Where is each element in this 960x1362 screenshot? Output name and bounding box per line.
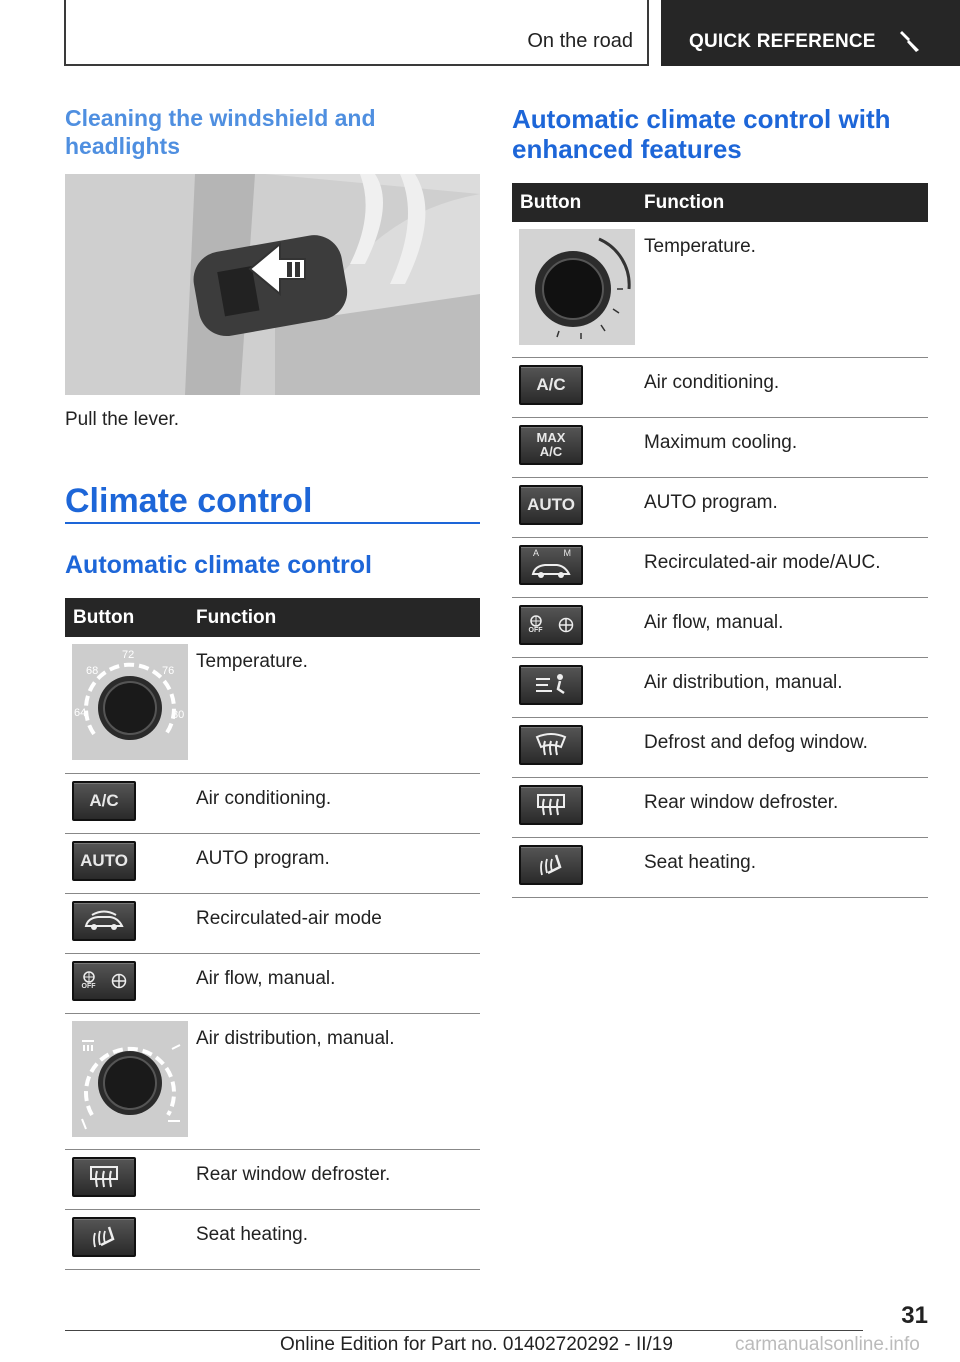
table-header [512, 183, 928, 222]
ac-button[interactable]: A/C [519, 365, 583, 405]
car-tool-icon [897, 28, 923, 54]
temperature-knob-icon[interactable] [72, 644, 188, 760]
function-text: Air distribution, manual. [636, 657, 928, 717]
function-text: Rear window defroster. [636, 777, 928, 837]
watermark: carmanualsonline.info [735, 1334, 920, 1355]
section-title-enhanced-climate: Automatic climate control with enhanced features [512, 104, 891, 164]
function-text: Seat heating. [188, 1209, 480, 1269]
table-row [512, 657, 928, 717]
recirculation-button[interactable] [72, 901, 136, 941]
rear-defrost-button[interactable] [519, 785, 583, 825]
windshield-lever-illustration [65, 174, 480, 395]
page-number: 31 [901, 1302, 928, 1329]
auto-button[interactable]: AUTO [519, 485, 583, 525]
max-ac-button[interactable] [519, 425, 583, 465]
svg-text:68: 68 [86, 665, 99, 677]
auto-button[interactable]: AUTO [72, 841, 136, 881]
lever-caption: Pull the lever. [65, 409, 180, 430]
table-row [512, 777, 928, 837]
air-flow-button[interactable] [519, 605, 583, 645]
ac-label: A/C [539, 443, 563, 459]
rear-defrost-icon [536, 793, 566, 817]
seat-heating-icon [91, 1225, 117, 1249]
table-row [512, 357, 928, 417]
table-row [65, 953, 480, 1013]
air-distribution-button[interactable] [519, 665, 583, 705]
svg-text:80: 80 [172, 709, 185, 721]
table-row [65, 1209, 480, 1269]
header-section-label: On the road [527, 30, 633, 52]
front-defrost-button[interactable] [519, 725, 583, 765]
col-function-header: Function [636, 183, 928, 222]
section-title-climate: Climate control [65, 482, 313, 520]
rear-defrost-button[interactable] [72, 1157, 136, 1197]
mode-a-label: A [533, 547, 540, 558]
function-text: AUTO program. [636, 477, 928, 537]
header-tab[interactable] [661, 0, 960, 66]
table-row [512, 417, 928, 477]
footer-rule [65, 1330, 863, 1331]
table-row [65, 637, 480, 773]
table-row [65, 1013, 480, 1149]
col-function-header: Function [188, 598, 480, 637]
function-text: Temperature. [636, 222, 928, 357]
max-label: MAX [536, 429, 566, 445]
table-row [512, 597, 928, 657]
function-text: Seat heating. [636, 837, 928, 897]
temperature-knob-icon[interactable] [519, 229, 635, 345]
table-row [65, 893, 480, 953]
fan-small-icon [530, 615, 542, 627]
front-defrost-icon [535, 733, 567, 757]
function-text: Air flow, manual. [188, 953, 480, 1013]
fan-off-label: OFF [81, 983, 96, 990]
section-title-cleaning: Cleaning the windshield and headlights [65, 105, 376, 159]
svg-text:64: 64 [74, 707, 87, 719]
rear-defrost-icon [89, 1165, 119, 1189]
air-flow-button[interactable] [72, 961, 136, 1001]
table-row [512, 477, 928, 537]
table-row [512, 837, 928, 897]
climate-function-table [65, 598, 480, 1270]
edition-note: Online Edition for Part no. 01402720292 - II/19 [280, 1334, 673, 1355]
seat-heating-button[interactable] [519, 845, 583, 885]
function-text: Recirculated-air mode/AUC. [636, 537, 928, 597]
fan-off-label: OFF [528, 627, 543, 634]
table-row [512, 222, 928, 357]
function-text: Defrost and defog window. [636, 717, 928, 777]
table-row [65, 1149, 480, 1209]
col-button-header: Button [512, 183, 636, 222]
seat-heating-icon [538, 853, 564, 877]
function-text: Recirculated-air mode [188, 893, 480, 953]
car-recirculation-icon [529, 558, 573, 580]
table-row [65, 773, 480, 833]
seat-heating-button[interactable] [72, 1217, 136, 1257]
col-button-header: Button [65, 598, 188, 637]
enhanced-climate-function-table [512, 183, 928, 898]
table-row [65, 833, 480, 893]
fan-icon [558, 617, 574, 633]
header-section-box [64, 0, 649, 66]
fan-small-icon [83, 971, 95, 983]
mode-m-label: M [563, 547, 571, 558]
function-text: Maximum cooling. [636, 417, 928, 477]
subsection-title-auto-climate: Automatic climate control [65, 551, 372, 579]
function-text: Air conditioning. [188, 773, 480, 833]
function-text: AUTO program. [188, 833, 480, 893]
function-text: Rear window defroster. [188, 1149, 480, 1209]
air-distribution-knob-icon[interactable] [72, 1021, 188, 1137]
table-header [65, 598, 480, 637]
function-text: Air flow, manual. [636, 597, 928, 657]
recirculation-auc-button[interactable] [519, 545, 583, 585]
header-tab-label: QUICK REFERENCE [689, 31, 876, 52]
fan-icon [111, 973, 127, 989]
function-text: Temperature. [188, 637, 480, 773]
function-text: Air conditioning. [636, 357, 928, 417]
car-recirculation-icon [82, 910, 126, 932]
svg-text:76: 76 [162, 665, 175, 677]
ac-button[interactable]: A/C [72, 781, 136, 821]
table-row [512, 717, 928, 777]
svg-text:72: 72 [122, 649, 135, 661]
function-text: Air distribution, manual. [188, 1013, 480, 1149]
air-distribution-icon [534, 673, 568, 697]
table-row [512, 537, 928, 597]
title-rule [65, 522, 480, 524]
